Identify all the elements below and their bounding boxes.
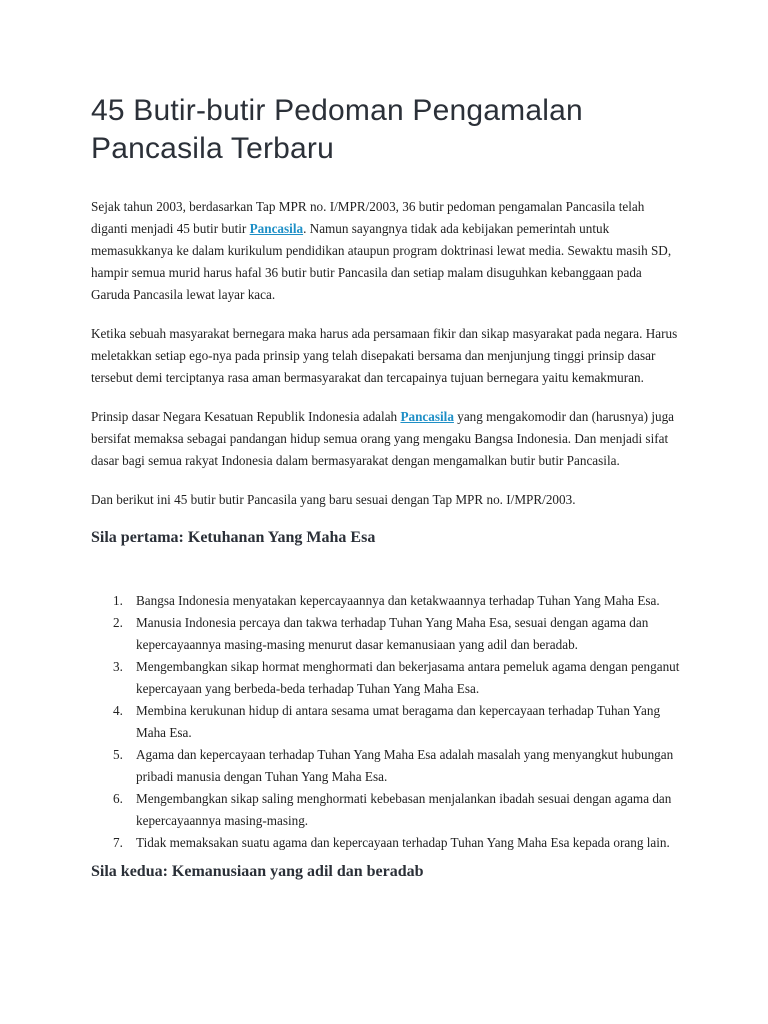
paragraph-principle	[91, 406, 683, 472]
list-item-number: 5.	[113, 747, 123, 762]
list-item-number: 3.	[113, 659, 123, 674]
article	[91, 92, 683, 882]
sila-kedua-heading: Sila kedua: Kemanusiaan yang adil dan beradab	[91, 863, 424, 880]
list-item-text: Manusia Indonesia percaya dan takwa terhadap Tuhan Yang Maha Esa, sesuai dengan agama dan kepercayaannya masing-masing menurut dasar kemanusiaan yang adil dan beradab.	[136, 615, 649, 652]
list-item	[91, 656, 683, 700]
list-item-text: Membina kerukunan hidup di antara sesama umat beragama dan kepercayaan terhadap Tuhan Yang Maha Esa.	[136, 703, 661, 740]
list-item	[91, 744, 683, 788]
list-item	[91, 590, 683, 612]
paragraph-text: Sejak tahun 2003, berdasarkan Tap MPR no. I/MPR/2003, 36 butir pedoman pengamalan Pancasila telah diganti menjadi 45 butir butir	[91, 199, 645, 236]
list-item-number: 4.	[113, 703, 123, 718]
list-item-text: Tidak memaksakan suatu agama dan kepercayaan terhadap Tuhan Yang Maha Esa kepada orang lain.	[136, 835, 670, 850]
list-item	[91, 832, 683, 854]
pancasila-link[interactable]: Pancasila	[249, 221, 304, 236]
paragraph-text: yang mengakomodir dan (harusnya) juga bersifat memaksa sebagai pandangan hidup semua orang yang mengaku Bangsa Indonesia. Dan menjadi sifat dasar bagi semua rakyat Indonesia dalam bermasyarakat dengan mengamalkan butir butir Pancasila.	[91, 409, 675, 468]
pancasila-link[interactable]: Pancasila	[400, 409, 454, 424]
list-item-number: 6.	[113, 791, 123, 806]
paragraph-text: Prinsip dasar Negara Kesatuan Republik Indonesia adalah	[91, 409, 401, 424]
paragraph-list-intro: Dan berikut ini 45 butir butir Pancasila yang baru sesuai dengan Tap MPR no. I/MPR/2003.	[91, 492, 576, 507]
list-item-text: Mengembangkan sikap hormat menghormati dan bekerjasama antara pemeluk agama dengan penganut kepercayaan yang berbeda-beda terhadap Tuhan Yang Maha Esa.	[136, 659, 680, 696]
paragraph-text: . Namun sayangnya tidak ada kebijakan pemerintah untuk memasukkanya ke dalam kurikulum pendidikan ataupun program doktrinasi lewat media. Sewaktu masih SD, hampir semua murid harus hafal 36 butir butir Pancasila dan setiap malam disuguhkan kebanggaan pada Garuda Pancasila lewat layar kaca.	[91, 221, 672, 302]
list-item	[91, 700, 683, 744]
sila-pertama-list	[91, 590, 683, 854]
list-item-text: Bangsa Indonesia menyatakan kepercayaannya dan ketakwaannya terhadap Tuhan Yang Maha Esa.	[136, 593, 660, 608]
article-title: 45 Butir-butir Pedoman Pengamalan Pancasila Terbaru	[91, 94, 583, 165]
list-item-number: 7.	[113, 835, 123, 850]
sila-pertama-heading: Sila pertama: Ketuhanan Yang Maha Esa	[91, 529, 376, 546]
list-item	[91, 788, 683, 832]
paragraph-society: Ketika sebuah masyarakat bernegara maka harus ada persamaan fikir dan sikap masyarakat pada negara. Harus meletakkan setiap ego-nya pada prinsip yang telah disepakati bersama dan menjunjung tinggi prinsip dasar tersebut demi terciptanya rasa aman bermasyarakat dan tercapainya tujuan bernegara yaitu kemakmuran.	[91, 326, 678, 385]
list-item-number: 1.	[113, 593, 123, 608]
list-item	[91, 612, 683, 656]
list-item-number: 2.	[113, 615, 123, 630]
list-item-text: Agama dan kepercayaan terhadap Tuhan Yang Maha Esa adalah masalah yang menyangkut hubungan pribadi manusia dengan Tuhan Yang Maha Esa.	[136, 747, 674, 784]
paragraph-intro	[91, 196, 683, 306]
list-item-text: Mengembangkan sikap saling menghormati kebebasan menjalankan ibadah sesuai dengan agama dan kepercayaannya masing-masing.	[136, 791, 672, 828]
